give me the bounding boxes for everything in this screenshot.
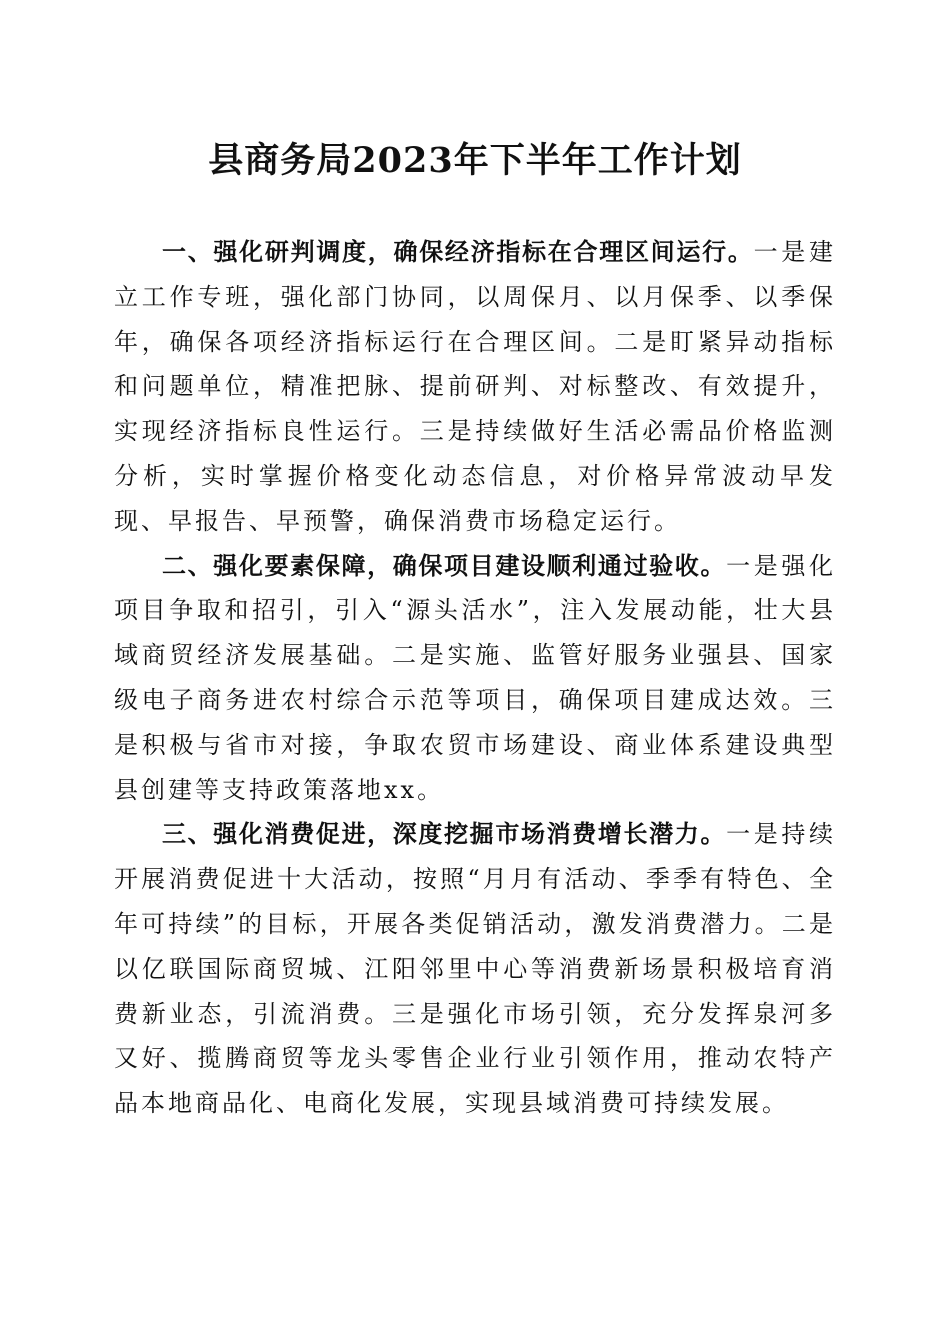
document-title: 县商务局2023年下半年工作计划 [208, 140, 742, 181]
document-body [114, 230, 836, 1126]
section-paragraph-2 [114, 544, 836, 813]
section-body-2: 一是强化项目争取和招引，引入“源头活水”，注入发展动能，壮大县域商贸经济发展基础。二是实施、监管好服务业强县、国家级电子商务进农村综合示范等项目，确保项目建成达效。三是积极与省市对接，争取农贸市场建设、商业体系建设典型县创建等支持政策落地xx。 [114, 551, 837, 804]
section-body-3: 一是持续开展消费促进十大活动，按照“月月有活动、季季有特色、全年可持续”的目标，开展各类促销活动，激发消费潜力。二是以亿联国际商贸城、江阳邻里中心等消费新场景积极培育消费新业态，引流消费。三是强化市场引领，充分发挥泉河多又好、揽腾商贸等龙头零售企业行业引领作用，推动农特产品本地商品化、电商化发展，实现县域消费可持续发展。 [114, 820, 837, 1118]
section-body-1: 一是建立工作专班，强化部门协同，以周保月、以月保季、以季保年，确保各项经济指标运行在合理区间。二是盯紧异动指标和问题单位，精准把脉、提前研判、对标整改、有效提升，实现经济指标良性运行。三是持续做好生活必需品价格监测分析，实时掌握价格变化动态信息，对价格异常波动早发现、早报告、早预警，确保消费市场稳定运行。 [114, 238, 837, 535]
section-heading-3: 三、强化消费促进，深度挖掘市场消费增长潜力。 [162, 820, 727, 849]
section-paragraph-1 [114, 230, 836, 544]
section-heading-1: 一、强化研判调度，确保经济指标在合理区间运行。 [162, 238, 754, 266]
section-paragraph-3 [114, 812, 836, 1126]
section-heading-2: 二、强化要素保障，确保项目建设顺利通过验收。 [162, 551, 727, 580]
